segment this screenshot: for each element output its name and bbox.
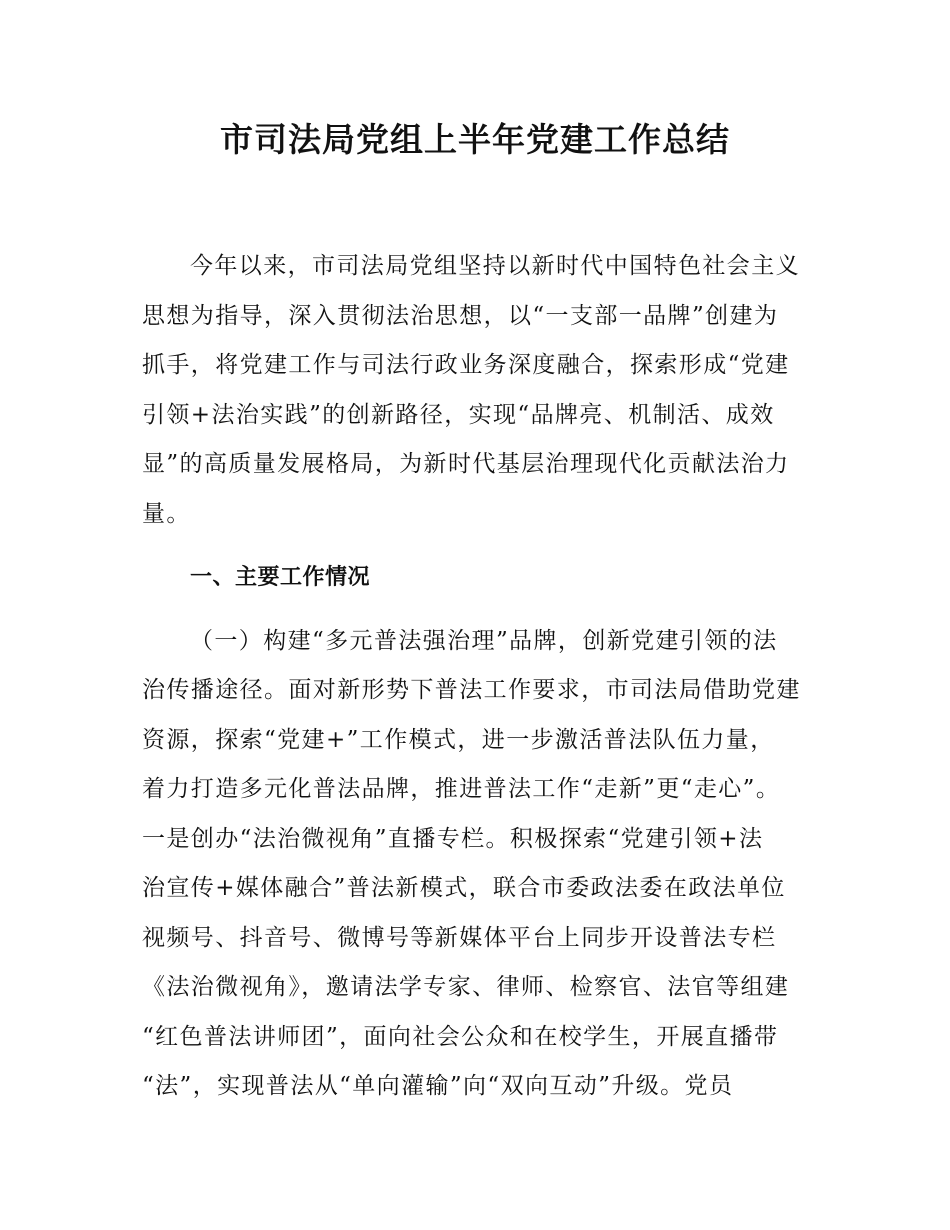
section-line: （一）构建“多元普法强治理”品牌，创新党建引领的法: [190, 627, 778, 654]
intro-line: 今年以来，市司法局党组坚持以新时代中国特色社会主义: [190, 253, 800, 279]
document-body: [142, 242, 842, 1112]
intro-line: 思想为指导，深入贯彻法治思想，以“一支部一品牌”创建为: [142, 302, 779, 329]
section-line: 治传播途径。面对新形势下普法工作要求，市司法局借助党建: [142, 677, 801, 703]
section-line: 《法治微视角》，邀请法学专家、律师、检察官、法官等组建: [142, 974, 790, 1000]
intro-line: 显”的高质量发展格局，为新时代基层治理现代化贡献法治力: [142, 451, 790, 477]
section-line: 一是创办“法治微视角”直播专栏。积极探索“党建引领+法: [142, 825, 764, 852]
section-line: “法”，实现普法从“单向灌输”向“双向互动”升级。党员: [142, 1073, 734, 1099]
document-title: 市司法局党组上半年党建工作总结: [220, 120, 730, 159]
section-line: 视频号、抖音号、微博号等新媒体平台上同步开设普法专栏: [142, 924, 777, 951]
section-line: 治宣传+媒体融合”普法新模式，联合市委政法委在政法单位: [142, 875, 786, 901]
section-line: “红色普法讲师团”，面向社会公众和在校学生，开展直播带: [142, 1023, 779, 1050]
section-heading: 一、主要工作情况: [190, 565, 371, 590]
intro-line: 量。: [142, 500, 191, 527]
intro-line: 引领+法治实践”的创新路径，实现“品牌亮、机制活、成效: [142, 401, 775, 428]
section-line: 资源，探索“党建+”工作模式，进一步激活普法队伍力量，: [142, 726, 775, 753]
intro-line: 抓手，将党建工作与司法行政业务深度融合，探索形成“党建: [142, 352, 790, 378]
section-line: 着力打造多元化普法品牌，推进普法工作“走新”更“走心”。: [142, 776, 781, 802]
